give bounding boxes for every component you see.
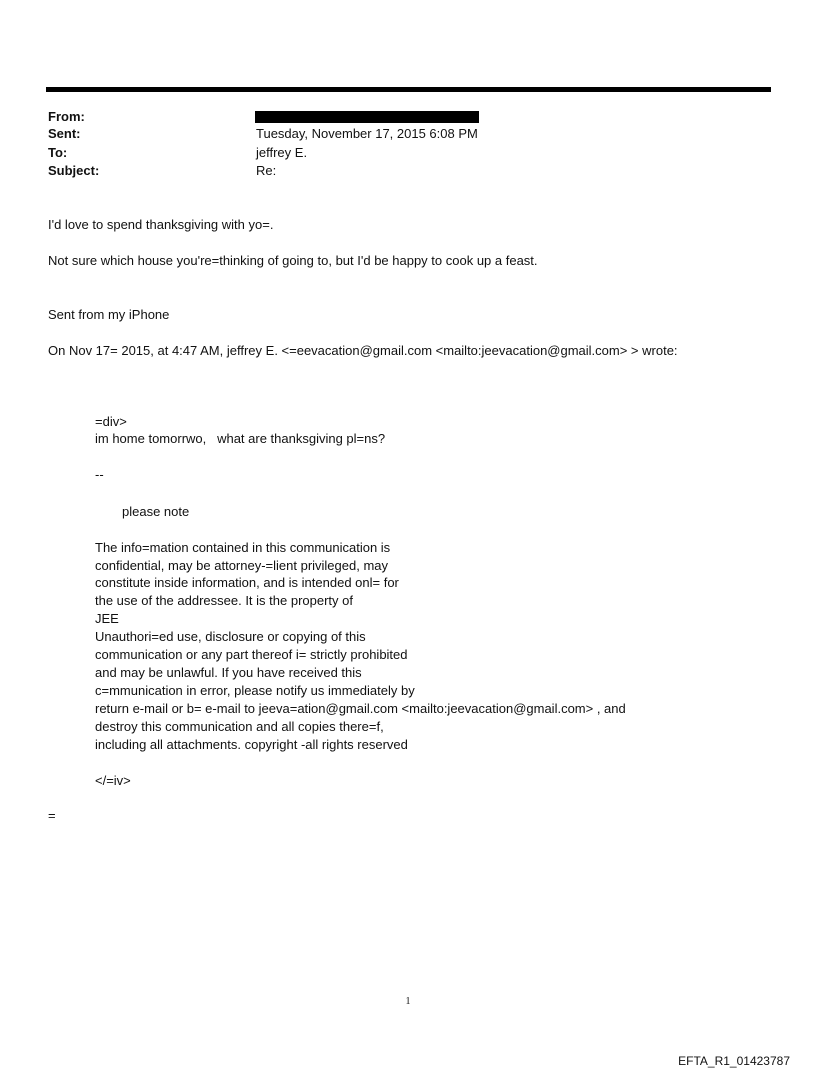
reply-attribution: On Nov 17= 2015, at 4:47 AM, jeffrey E. <=eevacation@gmail.com <mailto:jeevacation@gmail.com> > wrote: [48, 343, 678, 358]
header-rule [46, 87, 771, 92]
please-note: please note [122, 504, 190, 519]
from-label: From: [48, 109, 85, 124]
quoted-separator: -- [95, 467, 104, 482]
disclaimer-line: Unauthori=ed use, disclosure or copying of this [95, 629, 366, 644]
quoted-div-open: =div> [95, 414, 127, 429]
disclaimer-line: The info=mation contained in this communication is [95, 540, 391, 555]
disclaimer-line: c=mmunication in error, please notify us immediately by [95, 683, 415, 698]
to-value: jeffrey E. [256, 145, 308, 160]
to-label: To: [48, 145, 68, 160]
redacted-sender-block [255, 111, 479, 123]
disclaimer-line: communication or any part thereof i= strictly prohibited [95, 647, 408, 662]
subject-label: Subject: [48, 163, 100, 178]
signature-line: Sent from my iPhone [48, 307, 170, 322]
disclaimer-line: return e-mail or b= e-mail to jeeva=ation@gmail.com <mailto:jeevacation@gmail.com> , and [95, 701, 626, 716]
trailing-equals: = [48, 808, 56, 823]
disclaimer-line: JEE [95, 611, 119, 626]
sent-value: Tuesday, November 17, 2015 6:08 PM [256, 126, 478, 141]
quoted-message: im home tomorrwo, what are thanksgiving pl=ns? [95, 431, 386, 446]
body-line-1: I'd love to spend thanksgiving with yo=. [48, 217, 274, 232]
disclaimer-line: the use of the addressee. It is the property of [95, 593, 353, 608]
subject-value: Re: [256, 163, 277, 178]
disclaimer-line: constitute inside information, and is intended onl= for [95, 575, 399, 590]
quoted-div-close: </=iv> [95, 773, 131, 788]
bates-number: EFTA_R1_01423787 [678, 1054, 790, 1068]
sent-label: Sent: [48, 126, 81, 141]
disclaimer-line: destroy this communication and all copies there=f, [95, 719, 384, 734]
disclaimer-line: and may be unlawful. If you have received this [95, 665, 362, 680]
page-number: 1 [405, 996, 411, 1007]
disclaimer-line: including all attachments. copyright -all rights reserved [95, 737, 408, 752]
body-line-2: Not sure which house you're=thinking of going to, but I'd be happy to cook up a feast. [48, 253, 538, 268]
disclaimer-line: confidential, may be attorney-=lient privileged, may [95, 558, 389, 573]
